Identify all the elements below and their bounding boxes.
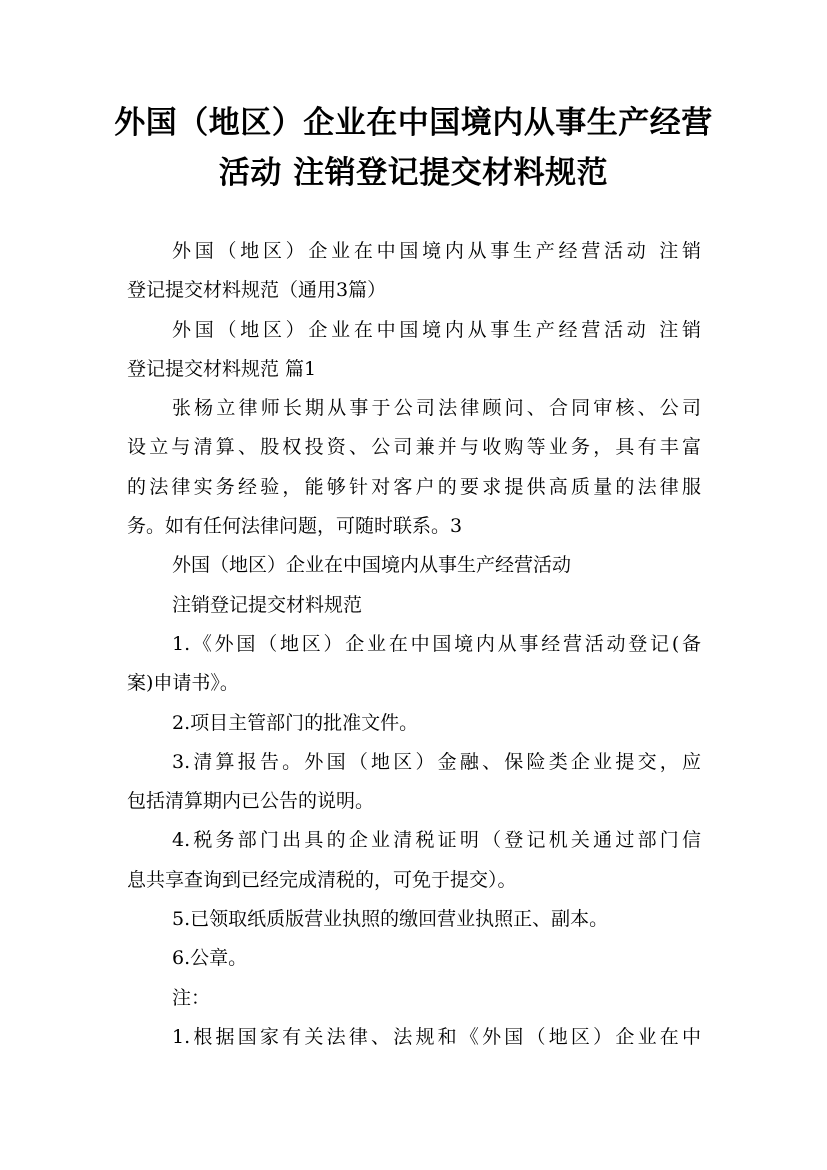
- body-line: 5.已领取纸质版营业执照的缴回营业执照正、副本。: [172, 908, 609, 931]
- body-line: 息共享查询到已经完成清税的，可免于提交）。: [127, 868, 517, 891]
- body-line: 设立与清算、股权投资、公司兼并与收购等业务，具有丰富: [127, 436, 701, 459]
- body-line: 注销登记提交材料规范: [172, 593, 363, 616]
- body-line: 4.税务部门出具的企业清税证明（登记机关通过部门信: [172, 829, 701, 852]
- body-line: 案)申请书》。: [127, 672, 239, 695]
- body-line: 2.项目主管部门的批准文件。: [172, 711, 419, 734]
- body-line: 张杨立律师长期从事于公司法律顾问、合同审核、公司: [172, 397, 701, 420]
- body-line: 务。如有任何法律问题，可随时联系。3: [127, 515, 463, 538]
- body-line: 包括清算期内已公告的说明。: [127, 790, 375, 813]
- body-line: 1.《外国（地区）企业在中国境内从事经营活动登记(备: [172, 632, 701, 655]
- body-line: 登记提交材料规范（通用3篇）: [127, 279, 387, 302]
- body-line: 外国（地区）企业在中国境内从事生产经营活动: [172, 554, 572, 577]
- body-line: 外国（地区）企业在中国境内从事生产经营活动 注销: [172, 240, 701, 262]
- body-line: 注：: [172, 986, 211, 1009]
- title-line-2: 活动 注销登记提交材料规范: [218, 155, 609, 191]
- body-line: 外国（地区）企业在中国境内从事生产经营活动 注销: [172, 318, 701, 341]
- body-line: 1.根据国家有关法律、法规和《外国（地区）企业在中: [172, 1025, 701, 1048]
- body-line: 登记提交材料规范 篇1: [127, 357, 317, 380]
- body-line: 3.清算报告。外国（地区）金融、保险类企业提交，应: [172, 750, 701, 773]
- title-line-1: 外国（地区）企业在中国境内从事生产经营: [114, 105, 713, 141]
- document-title: [100, 98, 727, 198]
- body-line: 6.公章。: [172, 947, 248, 970]
- document-body: [127, 232, 701, 1057]
- body-line: 的法律实务经验，能够针对客户的要求提供高质量的法律服: [127, 475, 701, 498]
